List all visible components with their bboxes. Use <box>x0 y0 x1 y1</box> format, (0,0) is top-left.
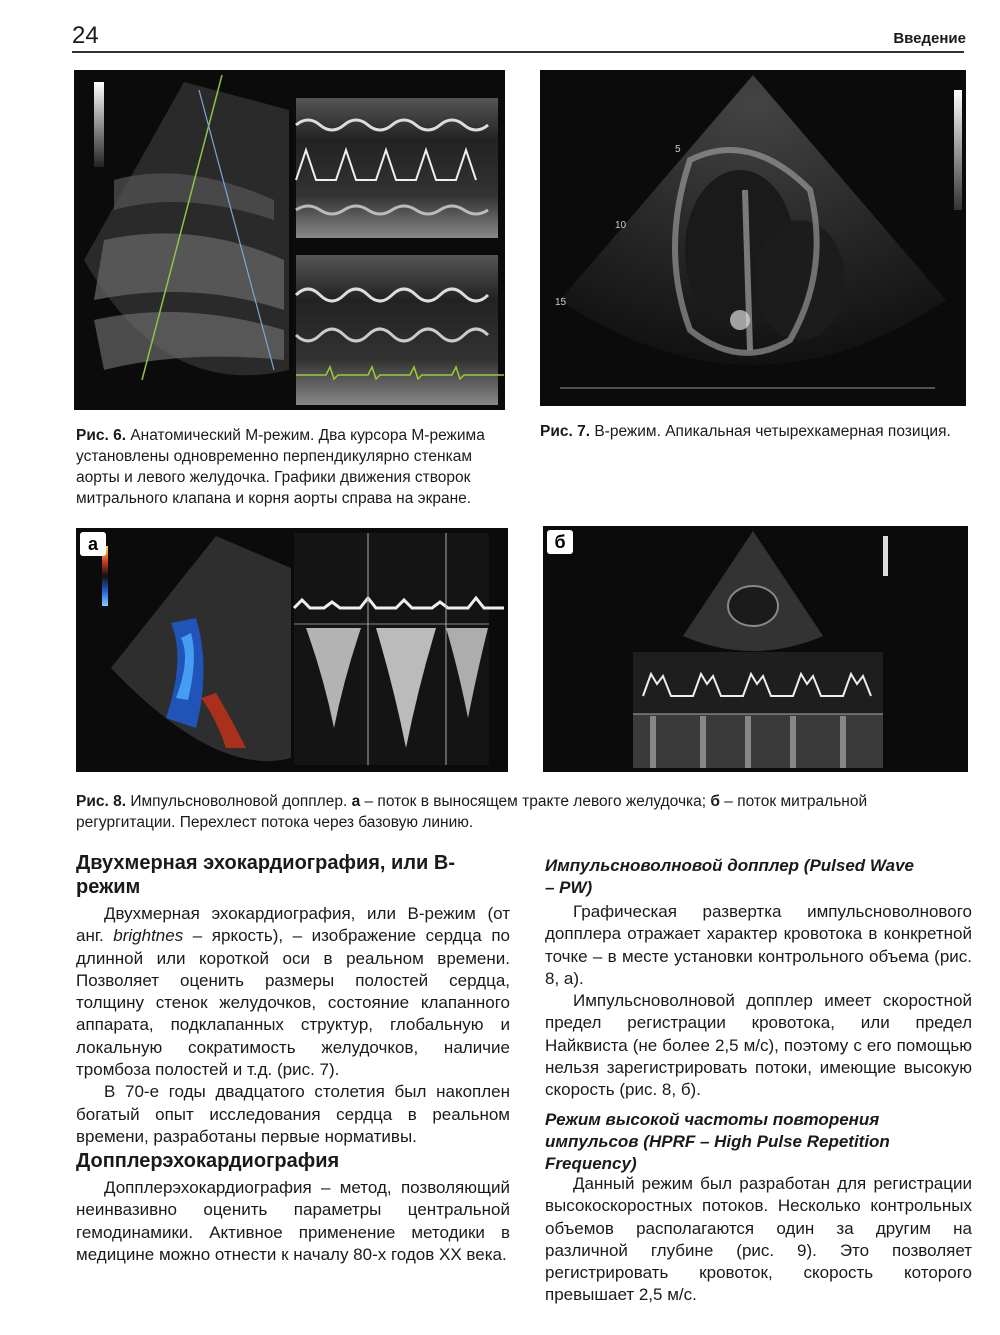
paragraph-hprf: Данный режим был разработан для регистрации высокоскоростных потоков. Несколько контрольных объемов располагаются один за другим на различной глубине (рис. 9). Это позволяет регистрировать кровоток, скорость которого превышает 2,5 м/с. <box>545 1174 972 1305</box>
figure-8a-panel-tag: а <box>80 532 106 556</box>
depth-mark-5: 5 <box>675 144 681 155</box>
header-rule <box>72 51 964 53</box>
figure-6-label: Рис. 6. <box>76 427 127 444</box>
paragraph-doppler: Допплерэхокардиография – метод, позволяющий неинвазивно оценить параметры центральной гемодинамики. Активное применение методики в медицине можно отнести к началу 80-х годов XX века. <box>76 1178 510 1264</box>
heading-2d-echo: Двухмерная эхокардиография, или В-режим <box>76 852 455 898</box>
depth-mark-10: 10 <box>615 220 627 231</box>
figure-6-image <box>74 70 505 410</box>
paragraph-70s: В 70-е годы двадцатого столетия был накоплен богатый опыт исследования сердца в реальном времени, разработаны первые нормативы. <box>76 1082 510 1146</box>
figure-8a-image <box>76 528 508 772</box>
figure-7-caption-text: В-режим. Апикальная четырехкамерная позиция. <box>594 423 951 440</box>
heading-hprf: Режим высокой частоты повторения импульсов (HPRF – High Pulse Repetition Frequency) <box>545 1110 890 1173</box>
figure-8-caption-a-tag: а <box>351 793 361 810</box>
right-text-1 <box>545 901 972 1102</box>
paragraph-pw-graphic: Графическая развертка импульсноволнового допплера отражает характер кровотока в конкретной точке – в месте установки контрольного объема (рис. 8, а). <box>545 902 972 988</box>
figure-6-caption <box>76 425 506 509</box>
figure-7-image <box>540 70 966 406</box>
running-header: Введение <box>893 30 966 47</box>
figure-6-caption-text: Анатомический М-режим. Два курсора М-режима установлены одновременно перпендикулярно стенкам аорты и левого желудочка. Графики движения створок митрального клапана и корня аорты справа на экране. <box>76 427 485 507</box>
figure-8-caption <box>76 791 968 833</box>
figure-8-caption-a: – поток в выносящем тракте левого желудочка; <box>364 793 707 810</box>
paragraph-b-mode: Двухмерная эхокардиография, или В-режим (от анг. brightnes – яркость), – изображение сердца по длинной или короткой оси в реальном времени. Позволяет оценить размеры полостей сердца, толщину стенок желудочков, состояние клапанного аппарата, подклапанных структур, глобальную и локальную сократимость желудочков, наличие тромбоза полостей и т.д. (рис. 7). <box>76 904 510 1080</box>
right-text-2 <box>545 1173 972 1307</box>
figure-7-label: Рис. 7. <box>540 423 591 440</box>
heading-pw-doppler: Импульсноволновой допплер (Pulsed Wave – PW) <box>545 856 915 897</box>
figure-7-caption <box>540 421 966 442</box>
figure-8b-panel-tag: б <box>547 530 573 554</box>
depth-mark-15: 15 <box>555 297 567 308</box>
heading-doppler-echo: Допплерэхокардиография <box>76 1150 340 1172</box>
figure-8-caption-b-tag: б <box>710 793 720 810</box>
figure-8-caption-start: Импульсноволновой допплер. <box>130 793 348 810</box>
figure-8-label: Рис. 8. <box>76 793 127 810</box>
paragraph-nyquist: Импульсноволновой допплер имеет скоростной предел регистрации кровотока, или предел Найквиста (не более 2,5 м/с), поэтому с его помощью нельзя зарегистрировать потоки, имеющие высокую скорость (рис. 8, б). <box>545 991 972 1100</box>
figure-8-caption-b: – поток митральной регургитации. Перехлест потока через базовую линию. <box>76 793 868 831</box>
left-text-2 <box>76 1177 510 1266</box>
left-text-1 <box>76 903 510 1148</box>
figure-8b-image <box>543 526 968 772</box>
page-number: 24 <box>72 22 99 49</box>
